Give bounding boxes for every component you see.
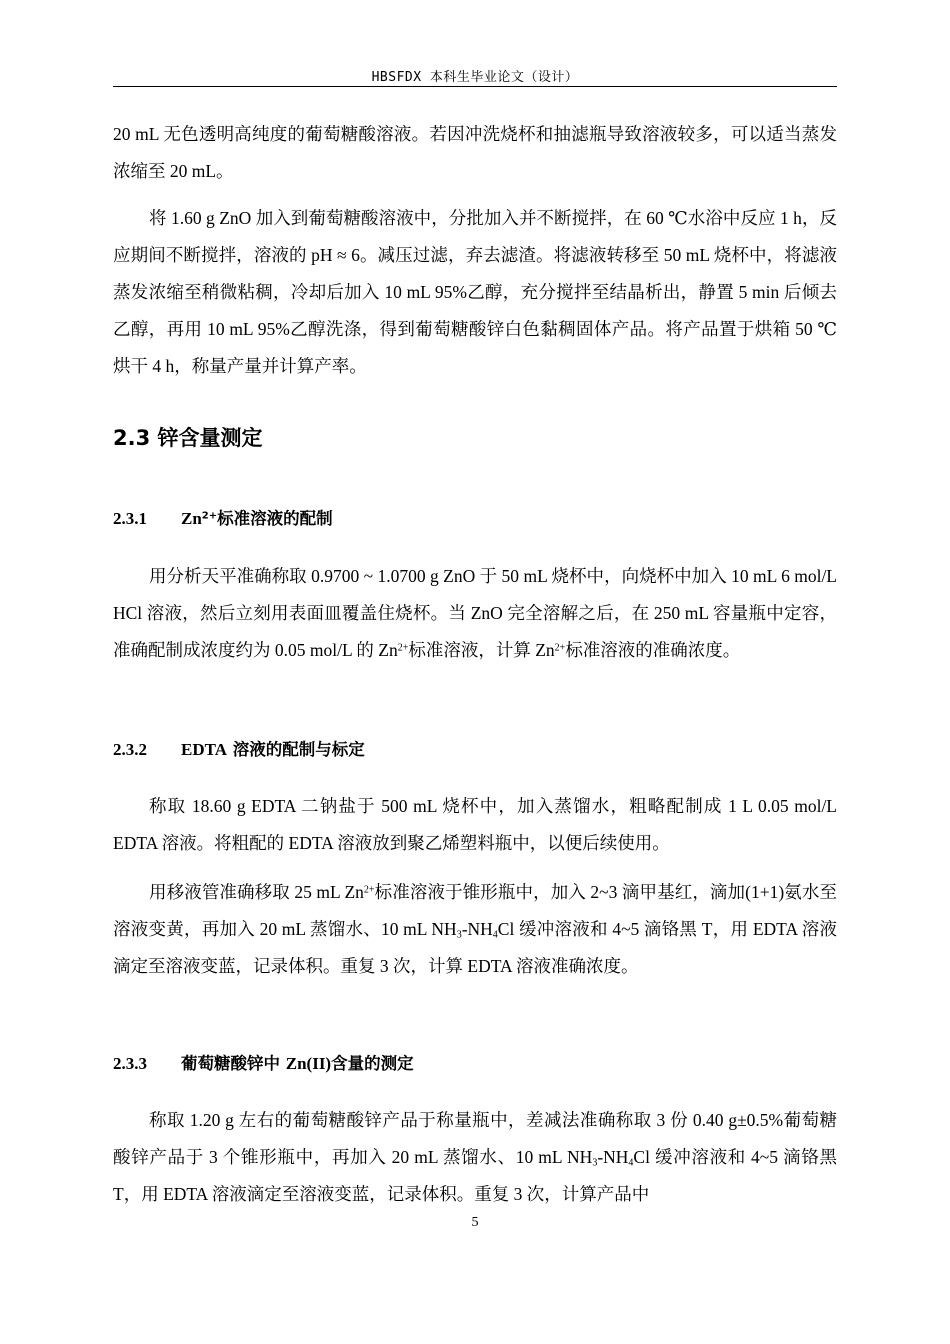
paragraph-continuation: 20 mL 无色透明高纯度的葡萄糖酸溶液。若因冲洗烧杯和抽滤瓶导致溶液较多，可以适当蒸发浓缩至 20 mL。 bbox=[113, 124, 837, 181]
subsection-heading-2-3-1 bbox=[113, 505, 333, 529]
running-header: HBSFDX 本科生毕业论文（设计） bbox=[371, 70, 579, 85]
heading-zn-ii: Zn(II) bbox=[285, 1054, 332, 1073]
text-run: Cl 缓冲溶液和 4~5 滴铬黑 T，用 EDTA 溶液滴定至溶液变蓝，记录体积。重复 3 次，计算产品中 bbox=[113, 1147, 837, 1204]
text-run: 用移液管准确移取 25 mL Zn bbox=[149, 882, 364, 902]
text-run: -NH bbox=[461, 919, 493, 939]
heading-text: 溶液的配制与标定 bbox=[226, 740, 365, 759]
text-run: 用分析天平准确称取 0.9700 ~ 1.0700 g ZnO 于 50 mL 烧杯中，向烧杯中加入 10 mL 6 mol/L HCl 溶液，然后立刻用表面皿覆盖住烧杯。当 ZnO 完全溶解之后，在 250 mL 容量瓶中定容，准确配制成浓度约为 0.05 mol/L 的 Zn bbox=[113, 566, 837, 660]
subscript: 4 bbox=[628, 1157, 634, 1169]
subsection-heading-2-3-2 bbox=[113, 736, 365, 760]
text-run: 标准溶液于锥形瓶中，加入 2~3 滴甲基红，滴加(1+1)氨水至溶液变黄，再加入 20 mL 蒸馏水、10 mL NH bbox=[113, 882, 837, 939]
paragraph-edta-prep: 称取 18.60 g EDTA 二钠盐于 500 mL 烧杯中，加入蒸馏水，粗略配制成 1 L 0.05 mol/L EDTA 溶液。将粗配的 EDTA 溶液放到聚乙烯塑料瓶中，以便后续使用。 bbox=[113, 796, 837, 853]
paragraph-edta-standardization bbox=[113, 874, 837, 985]
section-heading-2-3: 2.3 锌含量测定 bbox=[113, 426, 263, 450]
heading-ion: Zn bbox=[181, 509, 202, 528]
subsection-number: 2.3.1 bbox=[113, 509, 147, 528]
heading-edta: EDTA bbox=[181, 740, 227, 759]
heading-text: 标准溶液的配制 bbox=[217, 509, 333, 528]
paragraph-synthesis: 将 1.60 g ZnO 加入到葡萄糖酸溶液中，分批加入并不断搅拌，在 60 ℃水浴中反应 1 h，反应期间不断搅拌，溶液的 pH ≈ 6。减压过滤，弃去滤渣。将滤液转移至 50 mL 烧杯中，将滤液蒸发浓缩至稍微粘稠，冷却后加入 10 mL 95%乙醇，充分搅拌至结晶析出，静置 5 min 后倾去乙醇，再用 10 mL 95%乙醇洗涤，得到葡萄糖酸锌白色黏稠固体产品。将产品置于烘箱 50 ℃烘干 4 h，称量产量并计算产率。 bbox=[113, 208, 837, 376]
text-run: 标准溶液的准确浓度。 bbox=[565, 640, 741, 660]
text-run: 称取 1.20 g 左右的葡萄糖酸锌产品于称量瓶中，差减法准确称取 3 份 0.40 g±0.5%葡萄糖酸锌产品于 3 个锥形瓶中，再加入 20 mL 蒸馏水、10 mL NH bbox=[113, 1110, 837, 1167]
subscript: 3 bbox=[592, 1157, 598, 1169]
subsection-number: 2.3.3 bbox=[113, 1054, 147, 1073]
paragraph-zn-standard bbox=[113, 558, 837, 669]
paragraph-zn-content bbox=[113, 1102, 837, 1213]
superscript-charge: 2+ bbox=[201, 510, 218, 522]
heading-text: 含量的测定 bbox=[331, 1054, 414, 1073]
page-number: 5 bbox=[471, 1215, 479, 1230]
subscript: 3 bbox=[456, 929, 462, 941]
header-rule bbox=[113, 86, 837, 87]
subsection-number: 2.3.2 bbox=[113, 740, 147, 759]
subscript: 4 bbox=[492, 929, 498, 941]
superscript-charge: 2+ bbox=[363, 884, 375, 896]
superscript-charge: 2+ bbox=[554, 642, 566, 654]
heading-text: 葡萄糖酸锌中 bbox=[181, 1054, 286, 1073]
text-run: -NH bbox=[597, 1147, 629, 1167]
subsection-heading-2-3-3 bbox=[113, 1050, 414, 1074]
superscript-charge: 2+ bbox=[397, 642, 409, 654]
text-run: 标准溶液，计算 Zn bbox=[408, 640, 555, 660]
text-run: Cl 缓冲溶液和 4~5 滴铬黑 T，用 EDTA 溶液滴定至溶液变蓝，记录体积。重复 3 次，计算 EDTA 溶液准确浓度。 bbox=[113, 919, 837, 976]
